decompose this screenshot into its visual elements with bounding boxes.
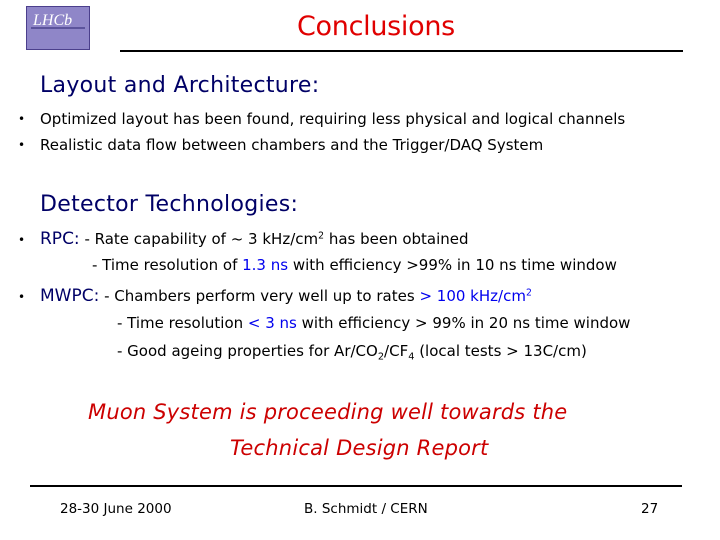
mwpc-label: MWPC: — [40, 286, 100, 306]
layout-bullet-1: Optimized layout has been found, requiring less physical and logical channels — [40, 110, 626, 128]
rpc-rate-text: - Rate capability of ~ 3 kHz/cm — [84, 230, 319, 248]
layout-bullet-2: Realistic data flow between chambers and the Trigger/DAQ System — [40, 136, 544, 154]
mwpc-ageing-text: - Good ageing properties for Ar/CO — [117, 342, 378, 360]
lhcb-logo — [26, 6, 90, 50]
bullet-icon: • — [18, 138, 26, 152]
mwpc-rate-sup: 2 — [525, 287, 532, 299]
mwpc-line-2 — [117, 314, 630, 332]
mwpc-time-text: - Time resolution — [117, 314, 248, 332]
slide-title: Conclusions — [297, 11, 455, 42]
mwpc-ageing-tail: (local tests > 13C/cm) — [414, 342, 587, 360]
rpc-label: RPC: — [40, 229, 80, 249]
svg-text:LHCb: LHCb — [33, 12, 73, 29]
mwpc-line-3 — [117, 342, 587, 363]
lhcb-logo-icon — [27, 7, 89, 49]
mwpc-ageing-sub1: 2 — [377, 351, 385, 363]
bullet-icon: • — [18, 112, 26, 126]
conclusion-line-1: Muon System is proceeding well towards the — [88, 400, 568, 424]
rpc-time-value: 1.3 ns — [242, 256, 289, 274]
conclusion-line-2: Technical Design Report — [230, 436, 489, 460]
mwpc-rate-value: > 100 kHz/cm — [419, 287, 526, 305]
mwpc-line-1 — [40, 286, 532, 306]
footer-date: 28-30 June 2000 — [60, 501, 172, 517]
bullet-icon: • — [18, 233, 26, 247]
header-divider — [120, 50, 683, 52]
mwpc-ageing-mid: /CF — [384, 342, 409, 360]
rpc-line-1 — [40, 229, 469, 249]
footer-divider — [30, 485, 682, 487]
section-heading-technologies: Detector Technologies: — [40, 192, 299, 217]
mwpc-time-value: < 3 ns — [247, 314, 297, 332]
mwpc-time-tail: with efficiency > 99% in 20 ns time window — [296, 314, 631, 332]
rpc-rate-tail: has been obtained — [324, 230, 469, 248]
bullet-icon: • — [18, 290, 26, 304]
section-heading-layout: Layout and Architecture: — [40, 73, 320, 98]
rpc-line-2 — [92, 256, 617, 274]
rpc-time-tail: with efficiency >99% in 10 ns time window — [288, 256, 617, 274]
page-number: 27 — [641, 501, 659, 517]
footer-author: B. Schmidt / CERN — [304, 501, 428, 517]
mwpc-ageing-sub2: 4 — [408, 351, 415, 363]
mwpc-rate-text: - Chambers perform very well up to rates — [104, 287, 420, 305]
rpc-time-text: - Time resolution of — [92, 256, 243, 274]
rpc-rate-sup: 2 — [318, 230, 325, 242]
